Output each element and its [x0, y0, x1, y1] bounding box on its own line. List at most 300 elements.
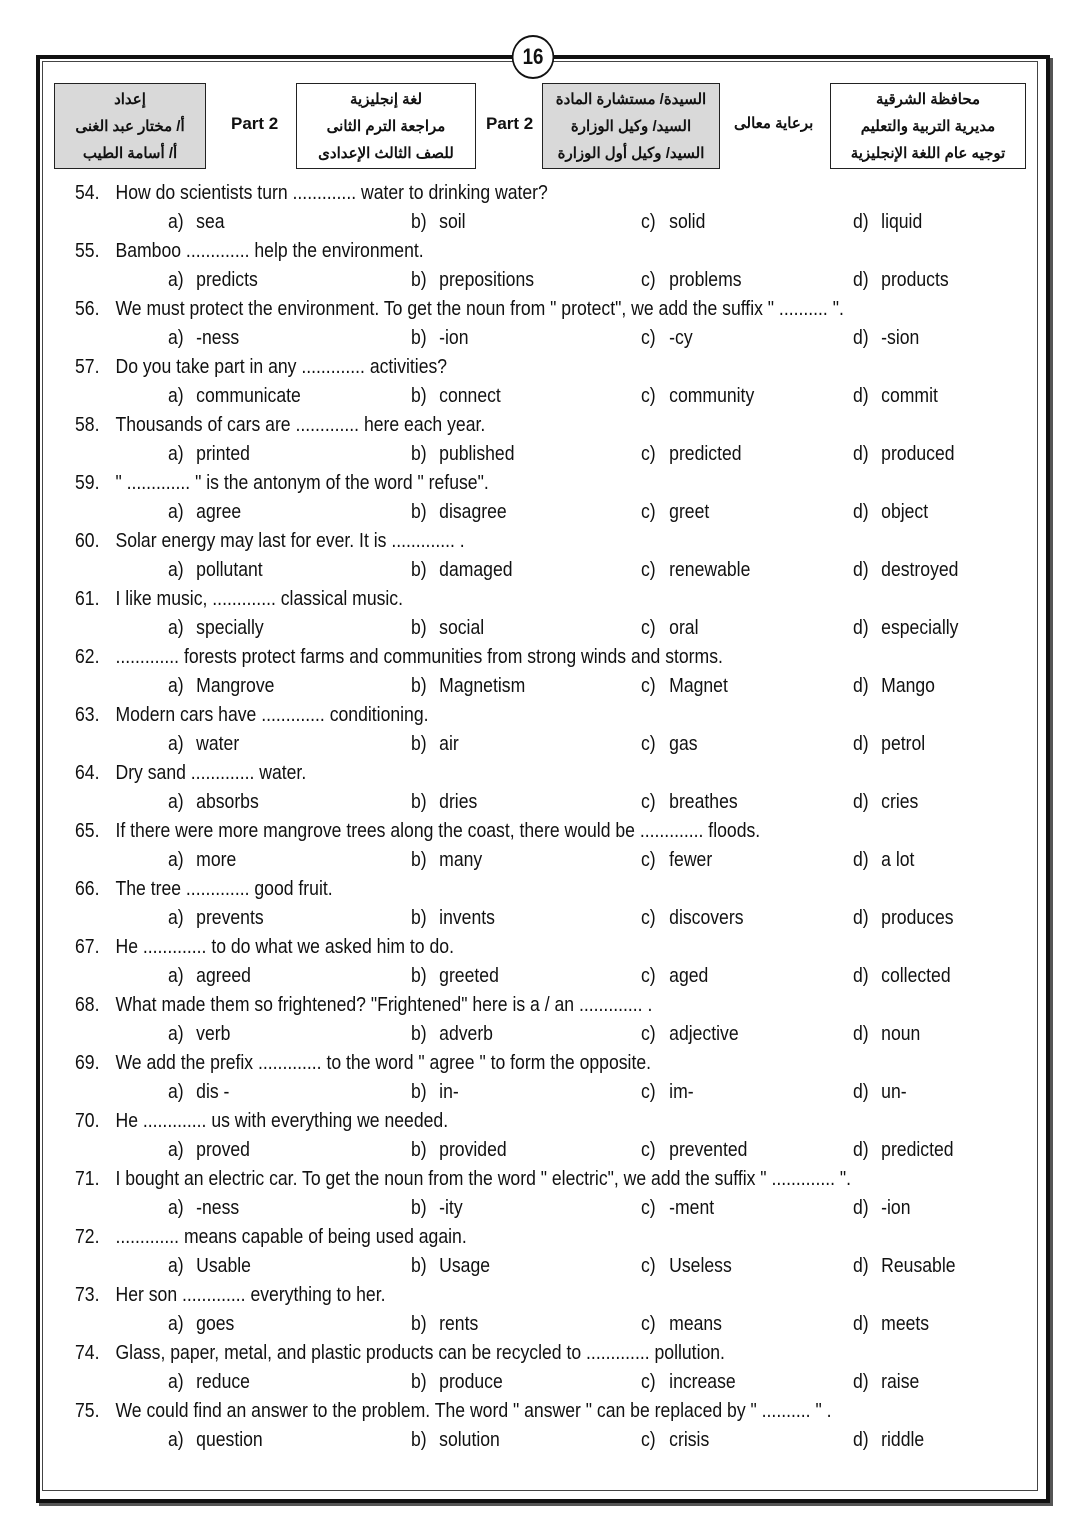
answer-option[interactable]: [853, 1080, 907, 1104]
answer-option[interactable]: [168, 1428, 263, 1452]
option-letter: a): [168, 269, 184, 291]
page-number: 16: [512, 35, 555, 79]
answer-option[interactable]: [411, 674, 525, 698]
answer-option[interactable]: [853, 268, 949, 292]
answer-option[interactable]: [411, 616, 484, 640]
option-letter: a): [168, 1139, 184, 1161]
answer-option[interactable]: [853, 616, 958, 640]
option-letter: b): [411, 1081, 427, 1103]
option-letter: d): [853, 733, 869, 755]
option-text: -ness: [196, 1197, 240, 1219]
option-letter: b): [411, 501, 427, 523]
option-text: riddle: [881, 1429, 925, 1451]
option-text: object: [881, 501, 929, 523]
question-text: Do you take part in any ............. activities?: [115, 356, 448, 378]
answer-option[interactable]: [168, 964, 251, 988]
question-text: Dry sand ............. water.: [115, 762, 307, 784]
question-number: 56.: [75, 298, 100, 320]
question-number: 63.: [75, 704, 100, 726]
option-letter: b): [411, 1313, 427, 1335]
option-text: -ion: [439, 327, 469, 349]
answer-option[interactable]: [641, 1196, 714, 1220]
answer-option[interactable]: [641, 674, 728, 698]
question-stem: [75, 1399, 831, 1423]
answer-option[interactable]: [168, 210, 225, 234]
options-row: [0, 442, 1080, 466]
options-row: [0, 1428, 1080, 1452]
option-text: -cy: [669, 327, 693, 349]
option-text: sea: [196, 211, 225, 233]
answer-option[interactable]: [168, 1022, 230, 1046]
option-letter: d): [853, 1023, 869, 1045]
question-text: I bought an electric car. To get the noun from the word " electric", we add the suffix " ............. ".: [115, 1168, 852, 1190]
answer-option[interactable]: [168, 848, 236, 872]
question-text: Thousands of cars are ............. here each year.: [115, 414, 486, 436]
question-number: 69.: [75, 1052, 100, 1074]
question-text: Her son ............. everything to her.: [115, 1284, 386, 1306]
answer-option[interactable]: [641, 1428, 709, 1452]
option-letter: d): [853, 269, 869, 291]
answer-option[interactable]: [168, 674, 274, 698]
option-letter: a): [168, 443, 184, 465]
options-row: [0, 1196, 1080, 1220]
question-number: 58.: [75, 414, 100, 436]
question-number: 67.: [75, 936, 100, 958]
answer-option[interactable]: [411, 1370, 503, 1394]
supervisors-box: [542, 83, 720, 169]
author-name: أ/ أسامة الطيب: [82, 145, 178, 162]
question-number: 61.: [75, 588, 100, 610]
answer-option[interactable]: [411, 442, 515, 466]
question-number: 60.: [75, 530, 100, 552]
author-name: أ/ مختار عبد الغنى: [75, 118, 185, 135]
option-text: greeted: [439, 965, 499, 987]
option-letter: a): [168, 559, 184, 581]
option-text: a lot: [881, 849, 915, 871]
answer-option[interactable]: [853, 1138, 954, 1162]
options-row: [0, 1254, 1080, 1278]
answer-option[interactable]: [411, 790, 477, 814]
answer-option[interactable]: [853, 1370, 919, 1394]
answer-option[interactable]: [853, 906, 954, 930]
option-text: communicate: [196, 385, 301, 407]
option-text: goes: [196, 1313, 235, 1335]
option-text: raise: [881, 1371, 920, 1393]
option-text: -sion: [881, 327, 920, 349]
option-letter: d): [853, 1139, 869, 1161]
option-letter: a): [168, 1313, 184, 1335]
answer-option[interactable]: [168, 326, 239, 350]
option-letter: c): [641, 1313, 656, 1335]
answer-option[interactable]: [641, 1370, 736, 1394]
options-row: [0, 848, 1080, 872]
option-text: cries: [881, 791, 919, 813]
option-letter: c): [641, 1081, 656, 1103]
answer-option[interactable]: [641, 384, 754, 408]
question-text: We must protect the environment. To get the noun from " protect", we add the suffix " .......... ".: [115, 298, 844, 320]
answer-option[interactable]: [411, 848, 482, 872]
answer-option[interactable]: [641, 1254, 732, 1278]
option-text: Useless: [669, 1255, 732, 1277]
question-stem: [75, 471, 489, 495]
answer-option[interactable]: [168, 1254, 251, 1278]
option-text: collected: [881, 965, 951, 987]
answer-option[interactable]: [411, 384, 501, 408]
option-letter: d): [853, 385, 869, 407]
option-letter: c): [641, 675, 656, 697]
option-text: disagree: [439, 501, 507, 523]
options-row: [0, 616, 1080, 640]
answer-option[interactable]: [168, 1370, 250, 1394]
option-letter: a): [168, 791, 184, 813]
option-letter: a): [168, 849, 184, 871]
supervisor-line: السيدة/ مستشارة المادة: [555, 91, 707, 108]
answer-option[interactable]: [853, 558, 958, 582]
option-letter: b): [411, 675, 427, 697]
question-stem: [75, 703, 429, 727]
option-text: connect: [439, 385, 501, 407]
option-text: social: [439, 617, 485, 639]
answer-option[interactable]: [853, 964, 951, 988]
answer-option[interactable]: [853, 732, 925, 756]
options-row: [0, 1312, 1080, 1336]
question-number: 59.: [75, 472, 100, 494]
option-letter: c): [641, 1429, 656, 1451]
option-text: Mangrove: [196, 675, 275, 697]
option-text: aged: [669, 965, 709, 987]
option-text: meets: [881, 1313, 930, 1335]
question-stem: [75, 1051, 651, 1075]
question-stem: [75, 1341, 725, 1365]
option-text: predicts: [196, 269, 258, 291]
option-text: Usable: [196, 1255, 251, 1277]
answer-option[interactable]: [641, 1022, 739, 1046]
answer-option[interactable]: [853, 1254, 956, 1278]
option-letter: d): [853, 211, 869, 233]
answer-option[interactable]: [411, 1138, 507, 1162]
options-row: [0, 500, 1080, 524]
answer-option[interactable]: [411, 268, 534, 292]
question-text: Solar energy may last for ever. It is ............. .: [115, 530, 465, 552]
answer-option[interactable]: [168, 732, 239, 756]
option-text: more: [196, 849, 237, 871]
option-text: rents: [439, 1313, 479, 1335]
question-number: 73.: [75, 1284, 100, 1306]
answer-option[interactable]: [641, 558, 750, 582]
answer-option[interactable]: [411, 1080, 459, 1104]
option-letter: c): [641, 327, 656, 349]
option-text: prepositions: [439, 269, 535, 291]
question-text: We could find an answer to the problem. The word " answer " can be replaced by " .......... " .: [115, 1400, 832, 1422]
option-text: soil: [439, 211, 466, 233]
authors-box: [54, 83, 206, 169]
question-number: 70.: [75, 1110, 100, 1132]
question-stem: [75, 1225, 467, 1249]
question-stem: [75, 239, 424, 263]
option-letter: d): [853, 791, 869, 813]
supervisor-line: السيد/ وكيل أول الوزارة: [557, 145, 705, 162]
subject-box: [296, 83, 476, 169]
option-letter: c): [641, 1139, 656, 1161]
answer-option[interactable]: [411, 500, 507, 524]
answer-option[interactable]: [853, 848, 914, 872]
option-letter: a): [168, 1197, 184, 1219]
option-letter: c): [641, 617, 656, 639]
option-letter: b): [411, 617, 427, 639]
answer-option[interactable]: [168, 1080, 229, 1104]
option-letter: d): [853, 327, 869, 349]
option-text: fewer: [669, 849, 713, 871]
option-letter: c): [641, 559, 656, 581]
option-text: agree: [196, 501, 242, 523]
answer-option[interactable]: [411, 964, 499, 988]
option-text: specially: [196, 617, 264, 639]
option-text: question: [196, 1429, 263, 1451]
question-stem: [75, 935, 454, 959]
answer-option[interactable]: [641, 500, 709, 524]
answer-option[interactable]: [641, 1080, 694, 1104]
question-number: 75.: [75, 1400, 100, 1422]
question-number: 74.: [75, 1342, 100, 1364]
answer-option[interactable]: [853, 674, 935, 698]
answer-option[interactable]: [168, 790, 259, 814]
option-text: predicted: [881, 1139, 954, 1161]
option-text: verb: [196, 1023, 231, 1045]
answer-option[interactable]: [168, 1138, 250, 1162]
option-letter: c): [641, 907, 656, 929]
answer-option[interactable]: [641, 964, 708, 988]
answer-option[interactable]: [853, 326, 919, 350]
answer-option[interactable]: [853, 1428, 924, 1452]
option-text: solution: [439, 1429, 500, 1451]
answer-option[interactable]: [641, 906, 744, 930]
question-stem: [75, 1167, 851, 1191]
option-text: commit: [881, 385, 938, 407]
answer-option[interactable]: [641, 268, 742, 292]
question-stem: [75, 645, 723, 669]
option-letter: b): [411, 1023, 427, 1045]
answer-option[interactable]: [168, 1196, 239, 1220]
question-text: Glass, paper, metal, and plastic products can be recycled to ............. pollution.: [115, 1342, 725, 1364]
option-text: -ness: [196, 327, 240, 349]
option-text: invents: [439, 907, 495, 929]
option-letter: d): [853, 675, 869, 697]
option-letter: c): [641, 1023, 656, 1045]
option-text: many: [439, 849, 483, 871]
options-row: [0, 558, 1080, 582]
option-letter: d): [853, 1429, 869, 1451]
answer-option[interactable]: [853, 442, 955, 466]
option-text: Magnet: [669, 675, 728, 697]
question-stem: [75, 413, 485, 437]
answer-option[interactable]: [411, 1022, 493, 1046]
answer-option[interactable]: [641, 1138, 747, 1162]
question-text: He ............. to do what we asked him to do.: [115, 936, 454, 958]
option-letter: d): [853, 907, 869, 929]
option-text: im-: [669, 1081, 694, 1103]
question-text: If there were more mangrove trees along the coast, there would be ............. floods.: [115, 820, 761, 842]
option-text: crisis: [669, 1429, 710, 1451]
answer-option[interactable]: [853, 210, 922, 234]
answer-option[interactable]: [168, 616, 264, 640]
answer-option[interactable]: [411, 906, 495, 930]
question-text: How do scientists turn ............. water to drinking water?: [115, 182, 548, 204]
option-letter: a): [168, 211, 184, 233]
option-text: in-: [439, 1081, 459, 1103]
answer-option[interactable]: [411, 558, 513, 582]
option-text: petrol: [881, 733, 926, 755]
option-letter: d): [853, 617, 869, 639]
question-number: 55.: [75, 240, 100, 262]
options-row: [0, 268, 1080, 292]
option-text: dries: [439, 791, 478, 813]
answer-option[interactable]: [168, 906, 264, 930]
question-number: 62.: [75, 646, 100, 668]
answer-option[interactable]: [853, 500, 928, 524]
option-letter: a): [168, 1081, 184, 1103]
option-text: un-: [881, 1081, 907, 1103]
options-row: [0, 1080, 1080, 1104]
option-letter: c): [641, 1197, 656, 1219]
options-row: [0, 906, 1080, 930]
answer-option[interactable]: [168, 268, 258, 292]
option-letter: b): [411, 1139, 427, 1161]
answer-option[interactable]: [641, 616, 699, 640]
options-row: [0, 732, 1080, 756]
answer-option[interactable]: [641, 210, 705, 234]
option-letter: a): [168, 501, 184, 523]
option-text: Reusable: [881, 1255, 956, 1277]
option-letter: b): [411, 269, 427, 291]
question-stem: [75, 181, 548, 205]
answer-option[interactable]: [411, 1196, 463, 1220]
answer-option[interactable]: [641, 442, 742, 466]
answer-option[interactable]: [641, 326, 693, 350]
option-letter: b): [411, 1255, 427, 1277]
option-text: increase: [669, 1371, 736, 1393]
answer-option[interactable]: [641, 790, 738, 814]
governorate: محافظة الشرقية: [875, 91, 981, 108]
options-row: [0, 326, 1080, 350]
answer-option[interactable]: [411, 732, 459, 756]
question-stem: [75, 1283, 385, 1307]
question-text: " ............. " is the antonym of the word " refuse".: [115, 472, 489, 494]
directorate: مديرية التربية والتعليم: [860, 118, 996, 135]
answer-option[interactable]: [641, 848, 712, 872]
question-number: 64.: [75, 762, 100, 784]
option-text: gas: [669, 733, 698, 755]
answer-option[interactable]: [411, 1312, 478, 1336]
option-letter: d): [853, 443, 869, 465]
answer-option[interactable]: [168, 500, 241, 524]
options-row: [0, 1022, 1080, 1046]
option-letter: a): [168, 1371, 184, 1393]
answer-option[interactable]: [853, 1312, 929, 1336]
supervisor-line: السيد/ وكيل الوزارة: [570, 118, 692, 135]
answer-option[interactable]: [641, 732, 698, 756]
answer-option[interactable]: [168, 1312, 234, 1336]
option-text: proved: [196, 1139, 250, 1161]
option-letter: d): [853, 1197, 869, 1219]
answer-option[interactable]: [168, 384, 301, 408]
option-letter: b): [411, 1197, 427, 1219]
department: توجيه عام اللغة الإنجليزية: [850, 145, 1006, 162]
option-letter: c): [641, 733, 656, 755]
option-letter: d): [853, 501, 869, 523]
option-letter: b): [411, 1429, 427, 1451]
question-stem: [75, 355, 447, 379]
answer-option[interactable]: [853, 1196, 911, 1220]
option-letter: b): [411, 559, 427, 581]
answer-option[interactable]: [411, 210, 466, 234]
question-text: We add the prefix ............. to the word " agree " to form the opposite.: [115, 1052, 652, 1074]
option-letter: b): [411, 965, 427, 987]
option-letter: c): [641, 385, 656, 407]
option-letter: c): [641, 443, 656, 465]
option-text: Magnetism: [439, 675, 526, 697]
option-letter: a): [168, 965, 184, 987]
option-text: noun: [881, 1023, 921, 1045]
answer-option[interactable]: [411, 1428, 500, 1452]
subject-grade: للصف الثالث الإعدادى: [318, 145, 454, 162]
options-row: [0, 384, 1080, 408]
option-text: produced: [881, 443, 955, 465]
option-text: air: [439, 733, 459, 755]
option-text: discovers: [669, 907, 744, 929]
answer-option[interactable]: [168, 558, 263, 582]
answer-option[interactable]: [853, 384, 938, 408]
option-text: prevented: [669, 1139, 748, 1161]
answer-option[interactable]: [411, 1254, 490, 1278]
option-text: adjective: [669, 1023, 739, 1045]
option-letter: d): [853, 849, 869, 871]
question-number: 72.: [75, 1226, 100, 1248]
answer-option[interactable]: [641, 1312, 722, 1336]
question-stem: [75, 529, 465, 553]
answer-option[interactable]: [168, 442, 250, 466]
answer-option[interactable]: [853, 790, 918, 814]
answer-option[interactable]: [411, 326, 469, 350]
option-letter: d): [853, 1081, 869, 1103]
option-letter: a): [168, 733, 184, 755]
option-text: breathes: [669, 791, 738, 813]
option-letter: a): [168, 1255, 184, 1277]
option-text: produce: [439, 1371, 503, 1393]
sponsorship-label: برعاية معالى: [734, 115, 814, 132]
question-text: ............. means capable of being used again.: [115, 1226, 467, 1248]
option-text: means: [669, 1313, 722, 1335]
option-text: damaged: [439, 559, 513, 581]
option-text: agreed: [196, 965, 251, 987]
question-text: He ............. us with everything we needed.: [115, 1110, 449, 1132]
option-letter: d): [853, 1371, 869, 1393]
option-text: -ment: [669, 1197, 715, 1219]
option-letter: a): [168, 907, 184, 929]
option-text: water: [196, 733, 240, 755]
option-text: prevents: [196, 907, 264, 929]
option-text: destroyed: [881, 559, 959, 581]
option-text: Mango: [881, 675, 935, 697]
option-letter: b): [411, 1371, 427, 1393]
option-letter: a): [168, 617, 184, 639]
answer-option[interactable]: [853, 1022, 920, 1046]
part-label: Part 2: [486, 114, 534, 133]
question-text: Bamboo ............. help the environment.: [115, 240, 424, 262]
option-letter: c): [641, 791, 656, 813]
option-letter: c): [641, 1255, 656, 1277]
option-letter: d): [853, 965, 869, 987]
option-text: pollutant: [196, 559, 263, 581]
